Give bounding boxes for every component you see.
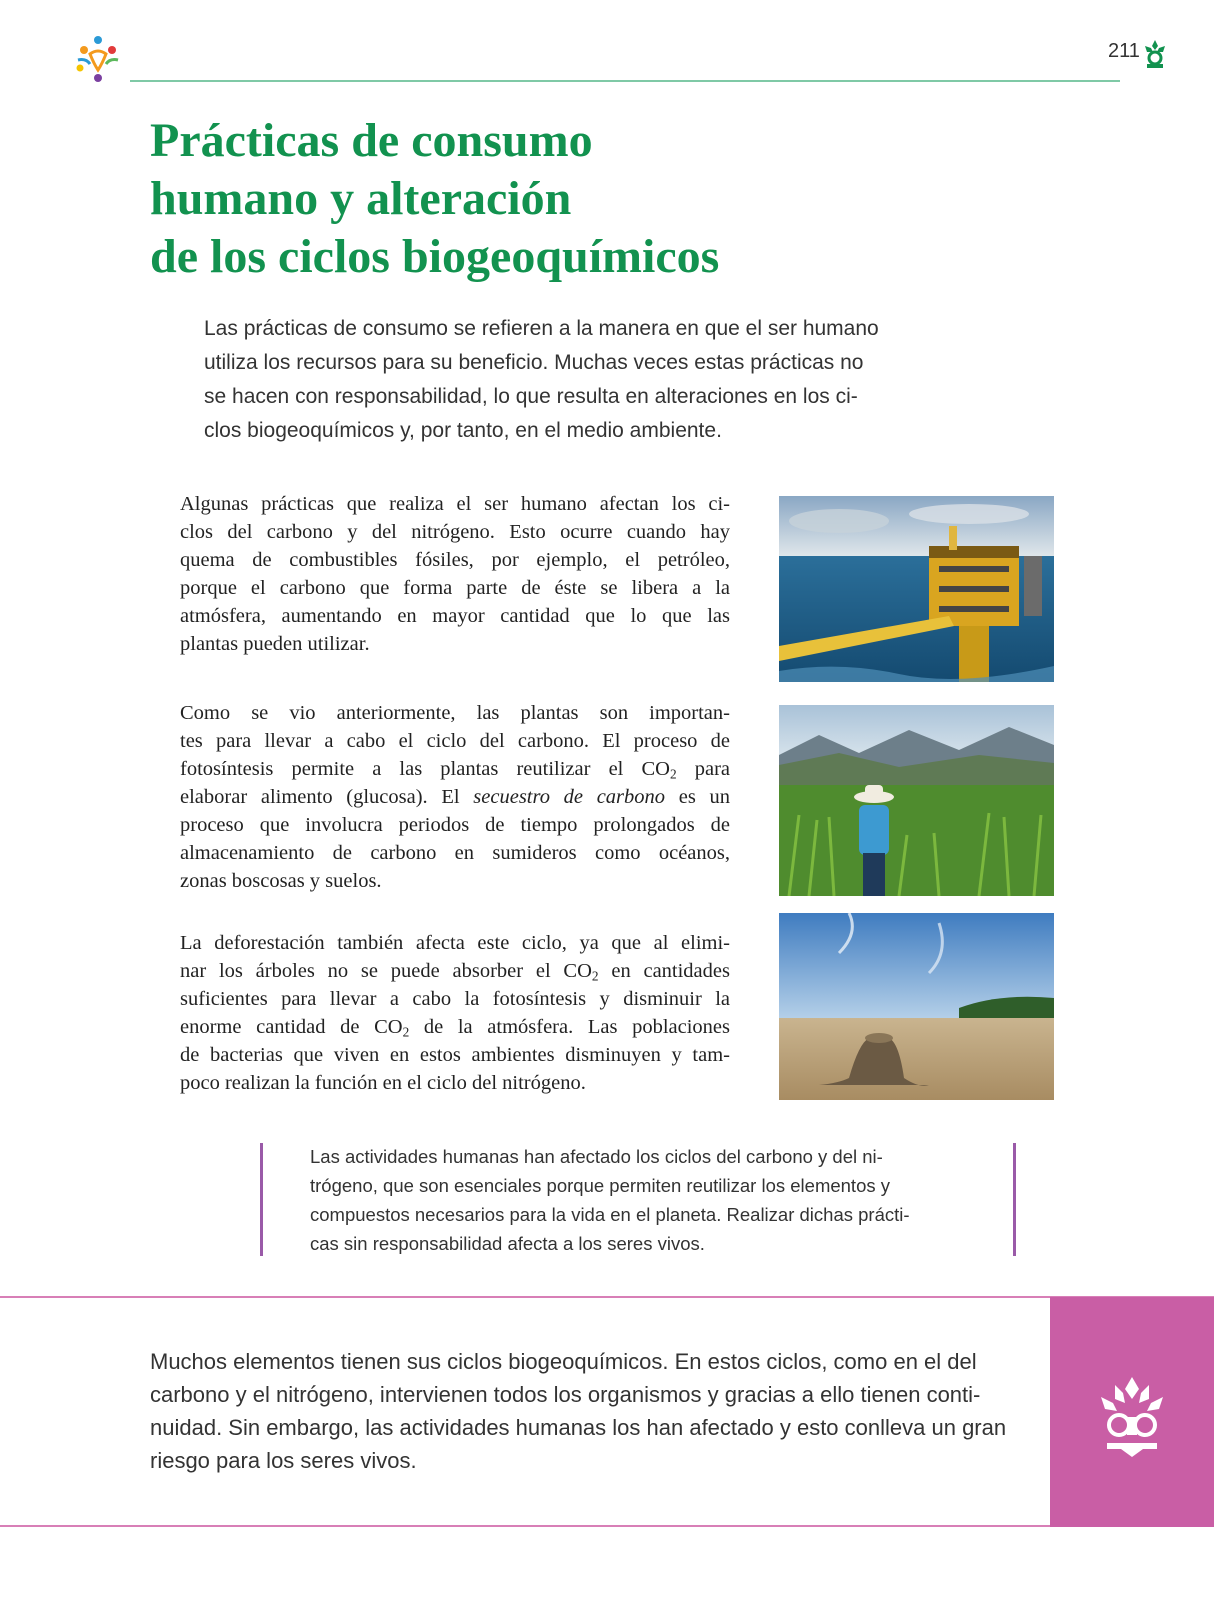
logo-icon [72, 34, 124, 84]
intro-line: se hacen con responsabilidad, lo que resulta en alteraciones en los ci- [204, 385, 858, 408]
title-line: humano y alteración [150, 172, 572, 225]
page-title [150, 112, 950, 286]
plant-icon [1142, 38, 1168, 68]
body-paragraph-fossil-fuels [180, 490, 730, 658]
summary-top-rule [0, 1296, 1214, 1298]
text-line: plantas pueden utilizar. [180, 633, 370, 655]
text-line: Como se vio anteriormente, las plantas son importan- [180, 702, 730, 724]
text-line: almacenamiento de carbono en sumideros como océanos, [180, 842, 730, 864]
note-line: Las actividades humanas han afectado los ciclos del carbono y del ni- [310, 1146, 883, 1167]
text-line: Algunas prácticas que realiza el ser humano afectan los ci- [180, 493, 730, 515]
summary-emblem-box [1050, 1297, 1214, 1527]
summary-line: Muchos elementos tienen sus ciclos biogeoquímicos. En estos ciclos, como en el del [150, 1349, 977, 1374]
note-line: trógeno, que son esenciales porque permiten reutilizar los elementos y [310, 1175, 890, 1196]
header-rule [130, 80, 1120, 82]
intro-line: Las prácticas de consumo se refieren a la manera en que el ser humano [204, 317, 879, 340]
summary-line: carbono y el nitrógeno, intervienen todos los organismos y gracias a ello tienen conti- [150, 1382, 981, 1407]
note-left-bar [260, 1143, 263, 1256]
text-line: poco realizan la función en el ciclo del nitrógeno. [180, 1072, 586, 1094]
carbon-sequestration-term: secuestro de carbono [473, 786, 666, 808]
text-line: elaborar alimento (glucosa). El secuestro de carbono es un [180, 786, 731, 808]
intro-line: utiliza los recursos para su beneficio. Muchas veces estas prácticas no [204, 351, 864, 374]
text-line: fotosíntesis permite a las plantas reutilizar el $CO_2$ para [180, 758, 730, 782]
oil-platform-photo [779, 496, 1054, 682]
body-paragraph-photosynthesis [180, 699, 730, 895]
note-line: compuestos necesarios para la vida en el planeta. Realizar dichas prácti- [310, 1204, 910, 1225]
note-right-bar [1013, 1143, 1016, 1256]
intro-line: clos biogeoquímicos y, por tanto, en el medio ambiente. [204, 419, 722, 442]
text-line: clos del carbono y del nitrógeno. Esto ocurre cuando hay [180, 521, 730, 543]
body-paragraph-deforestation [180, 929, 730, 1097]
text-line: de bacterias que viven en estos ambientes disminuyen y tam- [180, 1044, 730, 1066]
page-number: 211 [1108, 40, 1140, 62]
text-line: nar los árboles no se puede absorber el $CO_2$ en cantidades [180, 960, 730, 984]
text-line: atmósfera, aumentando en mayor cantidad que lo que las [180, 605, 730, 627]
text-line: enorme cantidad de $CO_2$ de la atmósfera. Las poblaciones [180, 1016, 730, 1040]
plant-emblem-icon [1097, 1377, 1167, 1457]
note-line: cas sin responsabilidad afecta a los seres vivos. [310, 1233, 705, 1254]
cornfield-farmer-photo [779, 705, 1054, 896]
summary-bottom-rule [0, 1525, 1214, 1527]
note-paragraph [310, 1142, 970, 1258]
text-line: porque el carbono que forma parte de éste se libera a la [180, 577, 730, 599]
title-line: Prácticas de consumo [150, 114, 593, 167]
summary-paragraph [150, 1345, 1020, 1477]
text-line: quema de combustibles fósiles, por ejemplo, el petróleo, [180, 549, 730, 571]
deforested-land-photo [779, 913, 1054, 1100]
summary-line: nuidad. Sin embargo, las actividades humanas los han afectado y esto conlleva un gran [150, 1415, 1007, 1440]
text-line: proceso que involucra periodos de tiempo prolongados de [180, 814, 730, 836]
intro-paragraph [204, 312, 904, 448]
text-line: La deforestación también afecta este ciclo, ya que al elimi- [180, 932, 730, 954]
title-line: de los ciclos biogeoquímicos [150, 230, 720, 283]
text-line: tes para llevar a cabo el ciclo del carbono. El proceso de [180, 730, 730, 752]
summary-line: riesgo para los seres vivos. [150, 1448, 417, 1473]
text-line: suficientes para llevar a cabo la fotosíntesis y disminuir la [180, 988, 730, 1010]
text-line: zonas boscosas y suelos. [180, 870, 382, 892]
